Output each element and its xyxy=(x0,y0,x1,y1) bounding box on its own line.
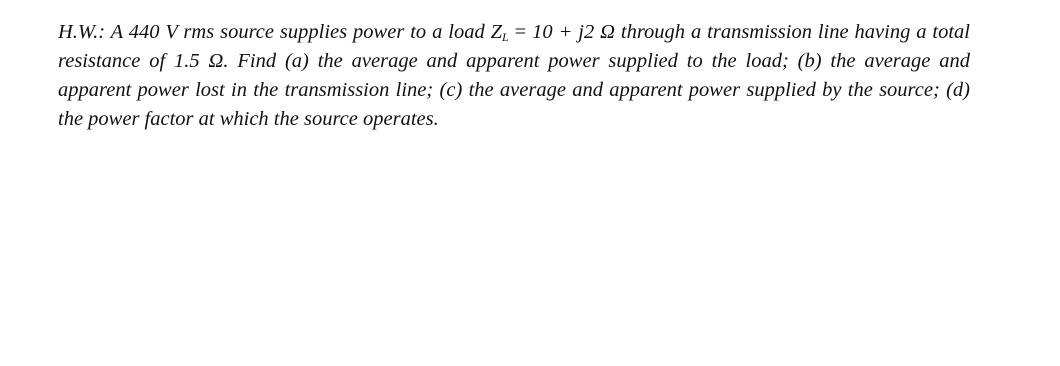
equals-sign: = xyxy=(508,21,533,43)
load-subscript: L xyxy=(502,30,509,44)
homework-problem-text xyxy=(58,18,970,134)
problem-intro: H.W.: A 440 V rms source supplies power to a load Z xyxy=(58,21,503,43)
problem-body: 10 + j2 Ω through a transmission line having a total resistance of 1.5 Ω. Find (a) the average and apparent power supplied to the load; (b) the average and apparent power lost in the transmission line; (c) the average and apparent power supplied by the source; (d) the power factor at which the source operates. xyxy=(58,21,970,130)
